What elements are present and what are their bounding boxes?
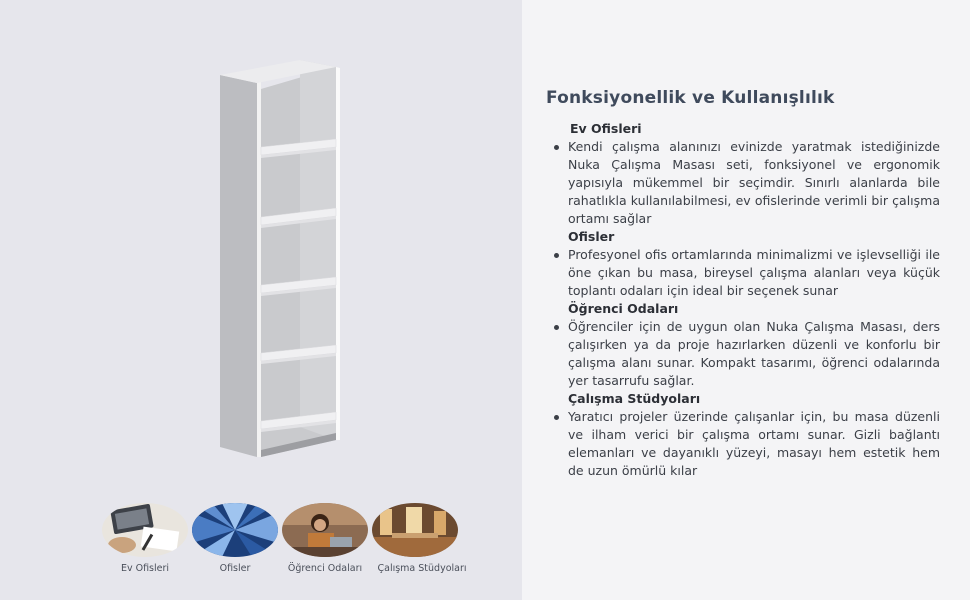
thumbnail-label: Öğrenci Odaları	[287, 563, 363, 574]
bullet-icon	[554, 325, 559, 330]
section-title: Ofisler	[568, 229, 615, 244]
section-text-content: Profesyonel ofis ortamlarında minimalizmi ve işlevselliği ile öne çıkan bu masa, bireysel çalışma alanları veya küçük toplantı odaları için ideal bir seçenek sunar	[568, 247, 940, 298]
section-heading: Fonksiyonellik ve Kullanışlılık	[546, 88, 835, 108]
section-text	[546, 408, 940, 480]
bullet-icon	[554, 253, 559, 258]
bullet-icon	[554, 145, 559, 150]
section-text-content: Öğrenciler için de uygun olan Nuka Çalışma Masası, ders çalışırken ya da proje hazırlarken düzenli ve konforlu bir çalışma alanı sunar. Kompakt tasarımı, öğrenci odalarında yer tasarrufu sağlar.	[568, 319, 940, 388]
section-text-content: Yaratıcı projeler üzerinde çalışanlar için, bu masa düzenli ve ilham verici bir çalışma ortamı sunar. Gizli bağlantı elemanları ve dayanıklı yüzeyi, masayı hem estetik hem de uzun ömürlü kılar	[568, 409, 940, 478]
usage-thumbnails	[100, 503, 480, 583]
section-text	[546, 138, 940, 228]
thumbnail-student-rooms[interactable]	[282, 503, 368, 557]
section-text-content: Kendi çalışma alanınızı evinizde yaratmak istediğinizde Nuka Çalışma Masası seti, fonksiyonel ve ergonomik yapısıyla mükemmel bir seçimdir. Sınırlı alanlarda bile rahatlıkla kullanılabilmesi, ev ofislerinde verimli bir çalışma ortamı sağlar	[568, 139, 940, 226]
thumbnail-offices[interactable]	[192, 503, 278, 557]
thumbnail-home-office[interactable]	[102, 503, 188, 557]
section-title: Ev Ofisleri	[570, 121, 642, 136]
description-panel	[522, 0, 970, 600]
usage-sections	[546, 120, 940, 480]
section-text	[546, 318, 940, 390]
section-text	[546, 246, 940, 300]
section-title: Çalışma Stüdyoları	[568, 391, 701, 406]
thumbnail-label: Ofisler	[219, 563, 251, 574]
bullet-icon	[554, 415, 559, 420]
thumbnail-label: Ev Ofisleri	[120, 563, 170, 574]
bookshelf-image	[200, 55, 360, 465]
thumbnail-work-studios[interactable]	[372, 503, 458, 557]
section-title: Öğrenci Odaları	[568, 301, 679, 316]
thumbnail-label: Çalışma Stüdyoları	[377, 563, 467, 574]
